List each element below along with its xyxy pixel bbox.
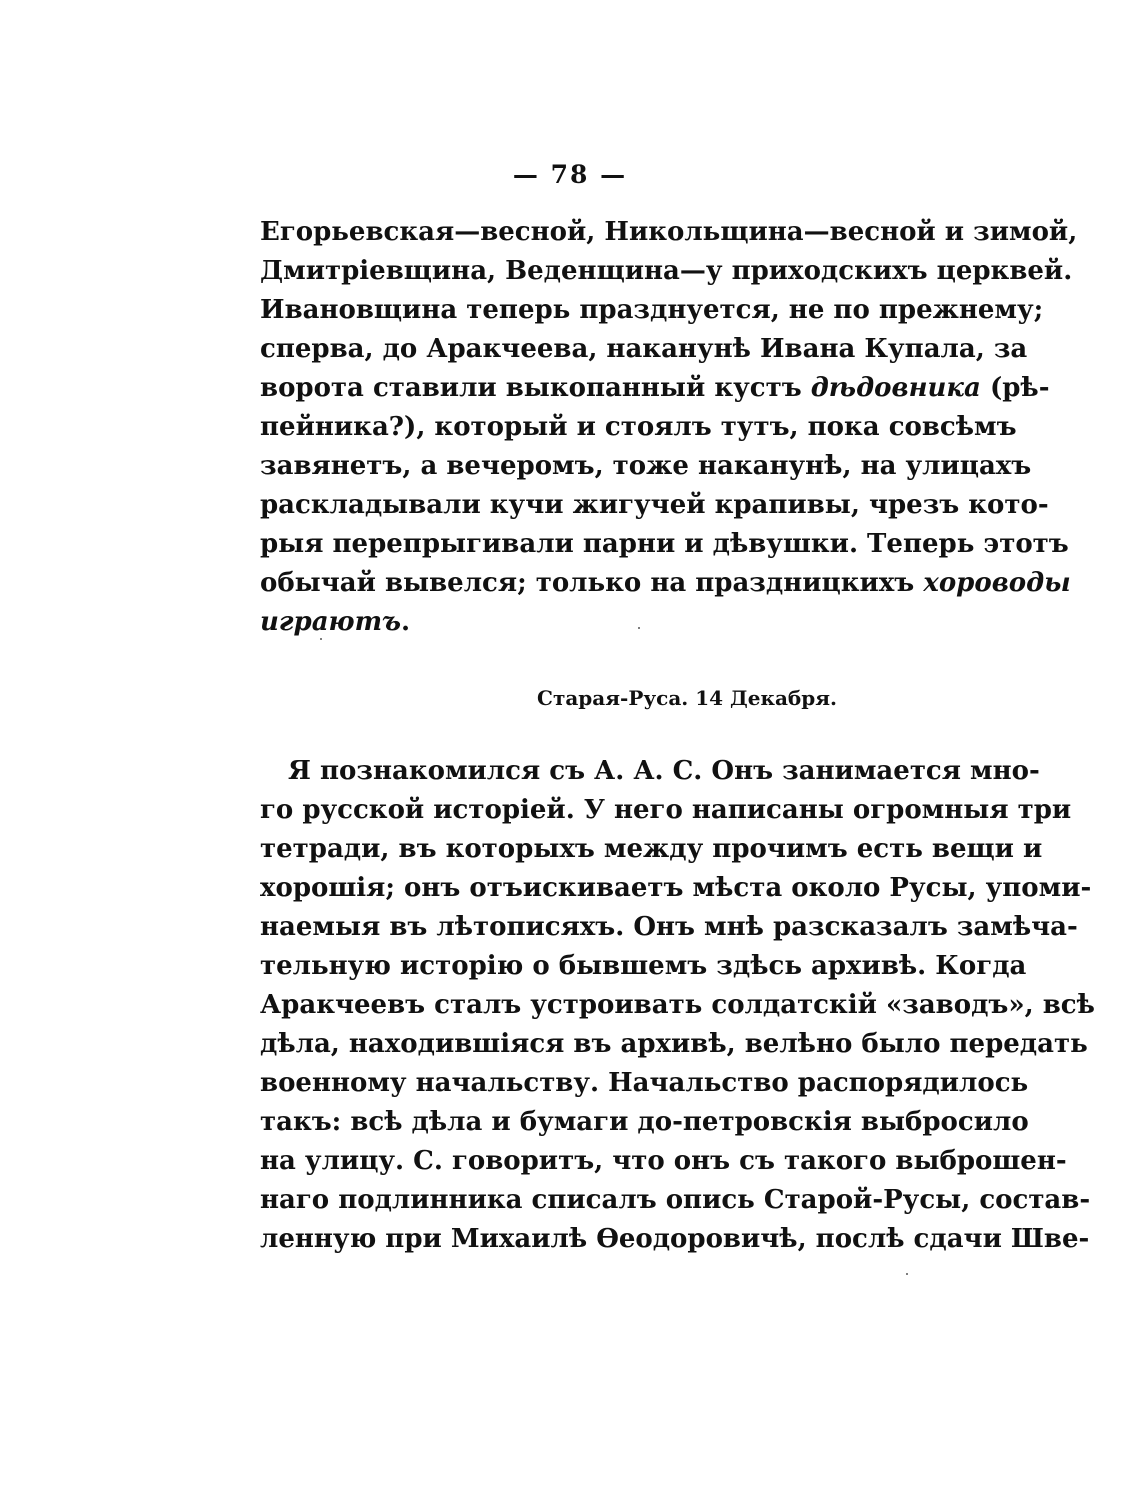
text-line: рыя перепрыгивали парни и дѣвушки. Теперь этотъ (260, 529, 1069, 559)
text-line: дѣла, находившіяся въ архивѣ, велѣно было передать (260, 1029, 1088, 1059)
italic-term: дѣдовника (810, 373, 981, 403)
text-line: тетради, въ которыхъ между прочимъ есть вещи и (260, 834, 1043, 864)
paragraph-2 (260, 752, 1095, 1259)
text-line: Ивановщина теперь празднуется, не по прежнему; (260, 295, 1044, 325)
paper-speck (906, 1273, 908, 1275)
paper-speck (638, 627, 640, 629)
text-line: пейника?), который и стоялъ тутъ, пока совсѣмъ (260, 412, 1017, 442)
text-line: Дмитріевщина, Веденщина—у приходскихъ церквей. (260, 256, 1073, 286)
text-line: тельную исторію о бывшемъ здѣсь архивѣ. Когда (260, 951, 1027, 981)
text-line: го русской исторіей. У него написаны огромныя три (260, 795, 1072, 825)
paragraph-1 (260, 213, 1078, 642)
text-line: такъ: всѣ дѣла и бумаги до-петровскія выбросило (260, 1107, 1029, 1137)
text-segment: (рѣ- (989, 373, 1050, 403)
text-line: раскладывали кучи жигучей крапивы, чрезъ кото- (260, 490, 1049, 520)
text-line: сперва, до Аракчеева, наканунѣ Ивана Купала, за (260, 334, 1028, 364)
text-line: Егорьевская—весной, Никольщина—весной и зимой, (260, 217, 1078, 247)
text-segment: ворота ставили выкопанный кустъ (260, 373, 802, 403)
dateline: Старая-Руса. 14 Декабря. (537, 686, 837, 710)
text-line (260, 369, 1050, 408)
text-line: на улицу. С. говоритъ, что онъ съ такого выброшен- (260, 1146, 1067, 1176)
italic-term: играютъ (260, 607, 402, 637)
text-line: военному начальству. Начальство распорядилось (260, 1068, 1029, 1098)
text-line: Я познакомился съ А. А. С. Онъ занимается мно- (288, 756, 1040, 786)
text-line: ленную при Михаилѣ Ѳеодоровичѣ, послѣ сдачи Шве- (260, 1224, 1090, 1254)
text-line: завянетъ, а вечеромъ, тоже наканунѣ, на улицахъ (260, 451, 1032, 481)
text-segment: обычай вывелся; только на праздницкихъ (260, 568, 915, 598)
text-segment: . (401, 607, 411, 637)
paper-speck (320, 638, 322, 640)
italic-term: хороводы (923, 568, 1071, 598)
text-line: хорошія; онъ отъискиваетъ мѣста около Русы, упоми- (260, 873, 1092, 903)
page-number: — 78 — (512, 160, 628, 189)
text-line: наго подлинника списалъ опись Старой-Русы, состав- (260, 1185, 1091, 1215)
text-line (260, 564, 1071, 603)
text-line (260, 603, 876, 642)
text-line: Аракчеевъ сталъ устроивать солдатскій «заводъ», всѣ (260, 990, 1095, 1020)
text-line: наемыя въ лѣтописяхъ. Онъ мнѣ разсказалъ замѣча- (260, 912, 1078, 942)
